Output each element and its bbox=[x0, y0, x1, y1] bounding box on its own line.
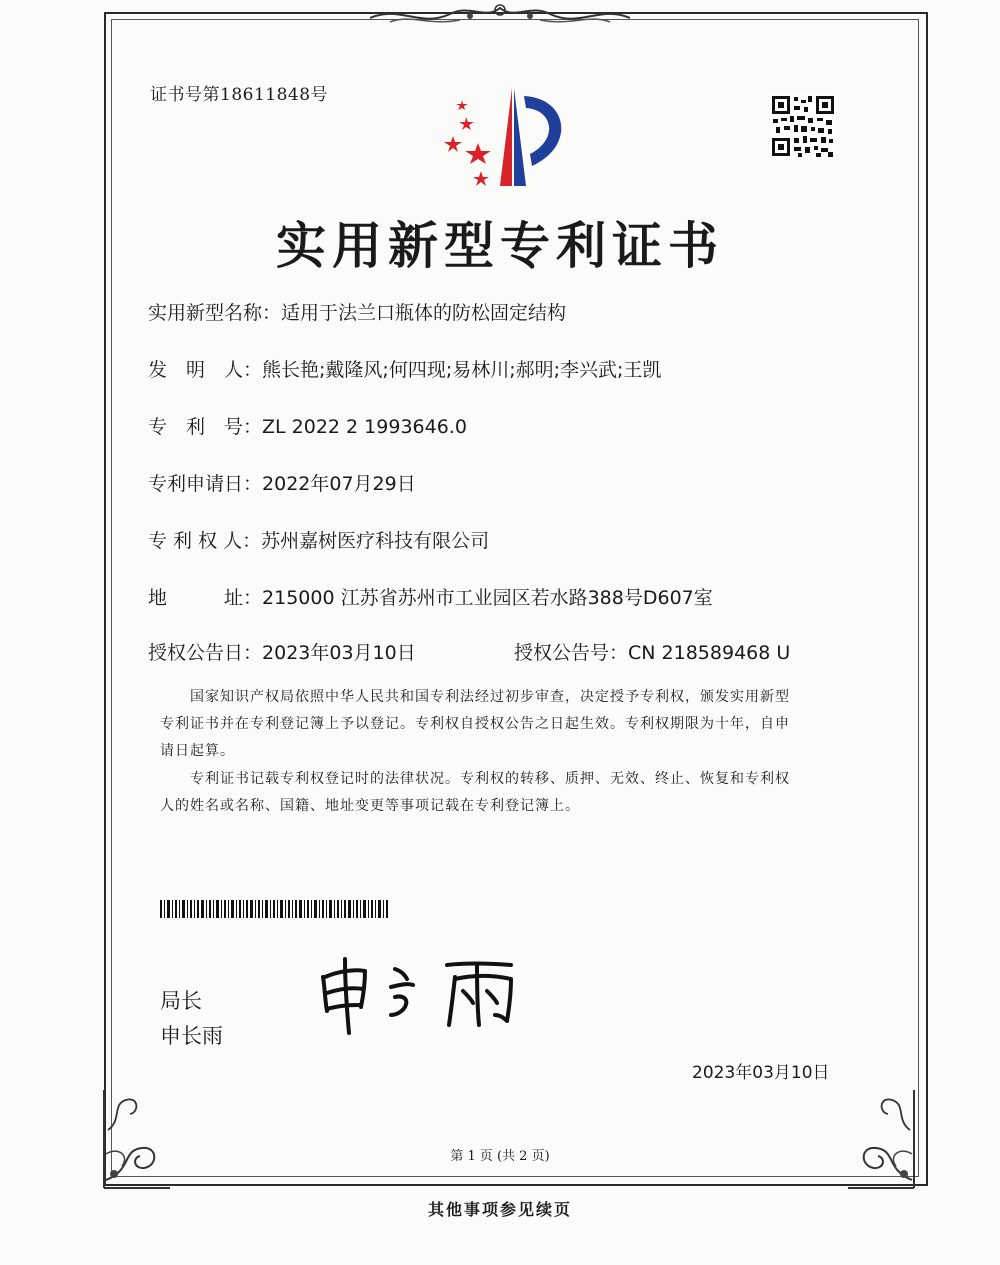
grant-statement-paragraph bbox=[160, 684, 880, 765]
qr-code-icon bbox=[770, 94, 836, 158]
top-ornament-icon bbox=[370, 0, 630, 30]
field-value: 215000 江苏省苏州市工业园区若水路388号D607室 bbox=[262, 587, 713, 609]
field-value: 2023年03月10日 bbox=[262, 642, 416, 664]
field-grant-number bbox=[514, 638, 790, 665]
legal-status-paragraph bbox=[160, 766, 880, 820]
bottom-left-ornament-icon bbox=[92, 1070, 172, 1190]
field-application-date bbox=[148, 469, 416, 496]
barcode-icon bbox=[160, 900, 390, 918]
director-title: 局长 bbox=[160, 989, 202, 1013]
patent-office-emblem-icon bbox=[440, 82, 580, 192]
field-label: 专 利 权 人： bbox=[148, 530, 262, 552]
certificate-number: 证书号第18611848号 bbox=[150, 85, 329, 105]
director-signature-icon bbox=[315, 955, 530, 1035]
page-number: 第 1 页 (共 2 页) bbox=[450, 1149, 550, 1164]
field-label: 专利申请日： bbox=[148, 473, 263, 495]
paragraph-line: 专利证书记载专利权登记时的法律状况。专利权的转移、质押、无效、终止、恢复和专利权 bbox=[160, 771, 790, 787]
field-value: 适用于法兰口瓶体的防松固定结构 bbox=[281, 302, 567, 324]
field-value: CN 218589468 U bbox=[628, 642, 791, 664]
field-label: 授权公告日： bbox=[148, 642, 263, 664]
bottom-right-ornament-icon bbox=[846, 1070, 926, 1190]
field-value: 苏州嘉树医疗科技有限公司 bbox=[261, 530, 490, 552]
field-label: 授权公告号： bbox=[514, 642, 629, 664]
field-grant-date bbox=[148, 638, 416, 665]
field-address bbox=[148, 583, 713, 610]
paragraph-line: 国家知识产权局依照中华人民共和国专利法经过初步审查，决定授予专利权，颁发实用新型 bbox=[160, 689, 790, 705]
issue-date: 2023年03月10日 bbox=[692, 1063, 830, 1083]
field-value: 熊长艳;戴隆风;何四现;易林川;郝明;李兴武;王凯 bbox=[262, 359, 662, 381]
field-utility-model-name bbox=[148, 298, 566, 325]
field-value: 2022年07月29日 bbox=[262, 473, 416, 495]
field-patentee bbox=[148, 526, 489, 553]
field-label: 发 明 人： bbox=[148, 359, 263, 381]
continued-note: 其他事项参见续页 bbox=[427, 1200, 572, 1219]
certificate-title: 实用新型专利证书 bbox=[276, 217, 724, 275]
field-label: 实用新型名称： bbox=[148, 302, 282, 324]
paragraph-line: 人的姓名或名称、国籍、地址变更等事项记载在专利登记簿上。 bbox=[160, 798, 580, 814]
paragraph-line: 专利证书并在专利登记簿上予以登记。专利权自授权公告之日起生效。专利权期限为十年，自申 bbox=[160, 716, 790, 732]
paragraph-line: 请日起算。 bbox=[160, 743, 235, 759]
field-patent-number bbox=[148, 412, 467, 439]
field-label: 专 利 号： bbox=[148, 416, 263, 438]
director-name: 申长雨 bbox=[160, 1024, 223, 1048]
field-value: ZL 2022 2 1993646.0 bbox=[262, 416, 467, 438]
field-inventors bbox=[148, 355, 661, 382]
field-label: 地 址： bbox=[148, 587, 263, 609]
